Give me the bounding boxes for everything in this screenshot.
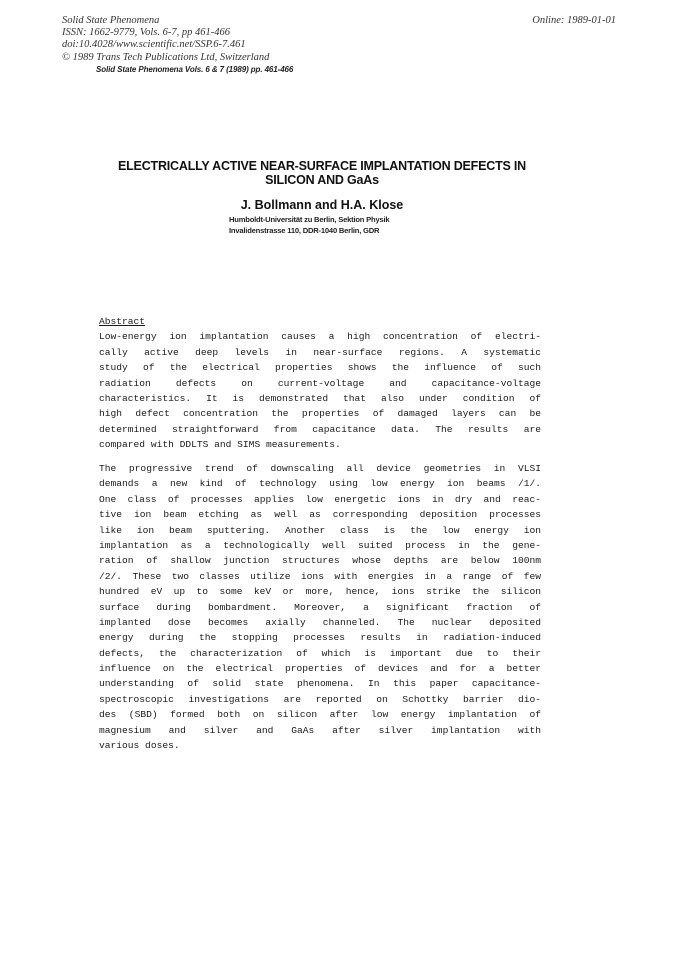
abstract-line: determined straightforward from capacitance data. The results are — [99, 423, 541, 435]
intro-line: hundred eV up to some keV or more, hence, ions strike the silicon — [99, 586, 541, 598]
intro-line: One class of processes applies low energetic ions in dry and reac- — [99, 493, 541, 505]
abstract-line: Low-energy ion implantation causes a high concentration of electri- — [99, 331, 541, 343]
intro-line: /2/. These two classes utilize ions with energies in a range of few — [99, 570, 541, 582]
intro-line: spectroscopic investigations are reported on Schottky barrier dio- — [99, 693, 541, 705]
paper-title — [92, 160, 552, 187]
affiliation — [229, 215, 389, 236]
introduction-paragraph — [99, 461, 541, 753]
intro-line: ration of shallow junction structures whose depths are below 100nm — [99, 555, 541, 567]
intro-line: energy during the stopping processes results in radiation-induced — [99, 632, 541, 644]
intro-line: demands a new kind of technology using low energy ion beams /1/. — [99, 478, 541, 490]
intro-line: magnesium and silver and GaAs after silver implantation with — [99, 724, 541, 736]
online-date: Online: 1989-01-01 — [532, 15, 616, 26]
abstract-line: study of the electrical properties shows the influence of such — [99, 362, 541, 374]
affiliation-line: Humboldt-Universität zu Berlin, Sektion Physik — [229, 215, 390, 224]
authors: J. Bollmann and H.A. Klose — [240, 198, 404, 212]
intro-line: understanding of solid state phenomena. In this paper capacitance- — [99, 678, 541, 690]
title-line: SILICON AND GaAs — [265, 172, 379, 187]
abstract-line: cally active deep levels in near-surface regions. A systematic — [99, 346, 541, 358]
intro-line: implanted dose becomes axially channeled. The nuclear deposited — [99, 616, 541, 628]
title-line: ELECTRICALLY ACTIVE NEAR-SURFACE IMPLANTATION DEFECTS IN — [117, 159, 527, 173]
intro-line: des (SBD) formed both on silicon after low energy implantation of — [99, 709, 541, 721]
copyright-line: © 1989 Trans Tech Publications Ltd, Switzerland — [62, 51, 270, 63]
intro-line: like ion beam sputtering. Another class is the low energy ion — [99, 524, 541, 536]
intro-line: implantation as a technologically well suited process in the gene- — [99, 539, 541, 551]
publication-info — [62, 15, 422, 64]
intro-line: various doses. — [99, 740, 180, 752]
intro-line: tive ion beam etching as well as corresponding deposition processes — [99, 509, 541, 521]
abstract-line: characteristics. It is demonstrated that also under condition of — [99, 392, 541, 404]
intro-line: surface during bombardment. Moreover, a significant fraction of — [99, 601, 541, 613]
intro-line: influence on the electrical properties of devices and for a better — [99, 663, 541, 675]
issn-line: ISSN: 1662-9779, Vols. 6-7, pp 461-466 — [62, 27, 230, 39]
doi-line: doi:10.4028/www.scientific.net/SSP.6-7.461 — [62, 39, 246, 51]
abstract-heading: Abstract — [99, 316, 146, 327]
affiliation-line: Invalidenstrasse 110, DDR-1040 Berlin, GDR — [229, 225, 380, 235]
abstract-section — [99, 314, 541, 453]
intro-line: The progressive trend of downscaling all device geometries in VLSI — [99, 463, 541, 474]
abstract-line: high defect concentration the properties of damaged layers can be — [99, 408, 541, 420]
abstract-line: radiation defects on current-voltage and capacitance-voltage — [99, 377, 541, 389]
volume-line: Solid State Phenomena Vols. 6 & 7 (1989) pp. 461-466 — [96, 65, 294, 74]
journal-name: Solid State Phenomena — [62, 15, 160, 26]
abstract-line: compared with DDLTS and SIMS measurements. — [99, 439, 341, 451]
intro-line: defects, the characterization of which is important due to their — [99, 647, 541, 659]
